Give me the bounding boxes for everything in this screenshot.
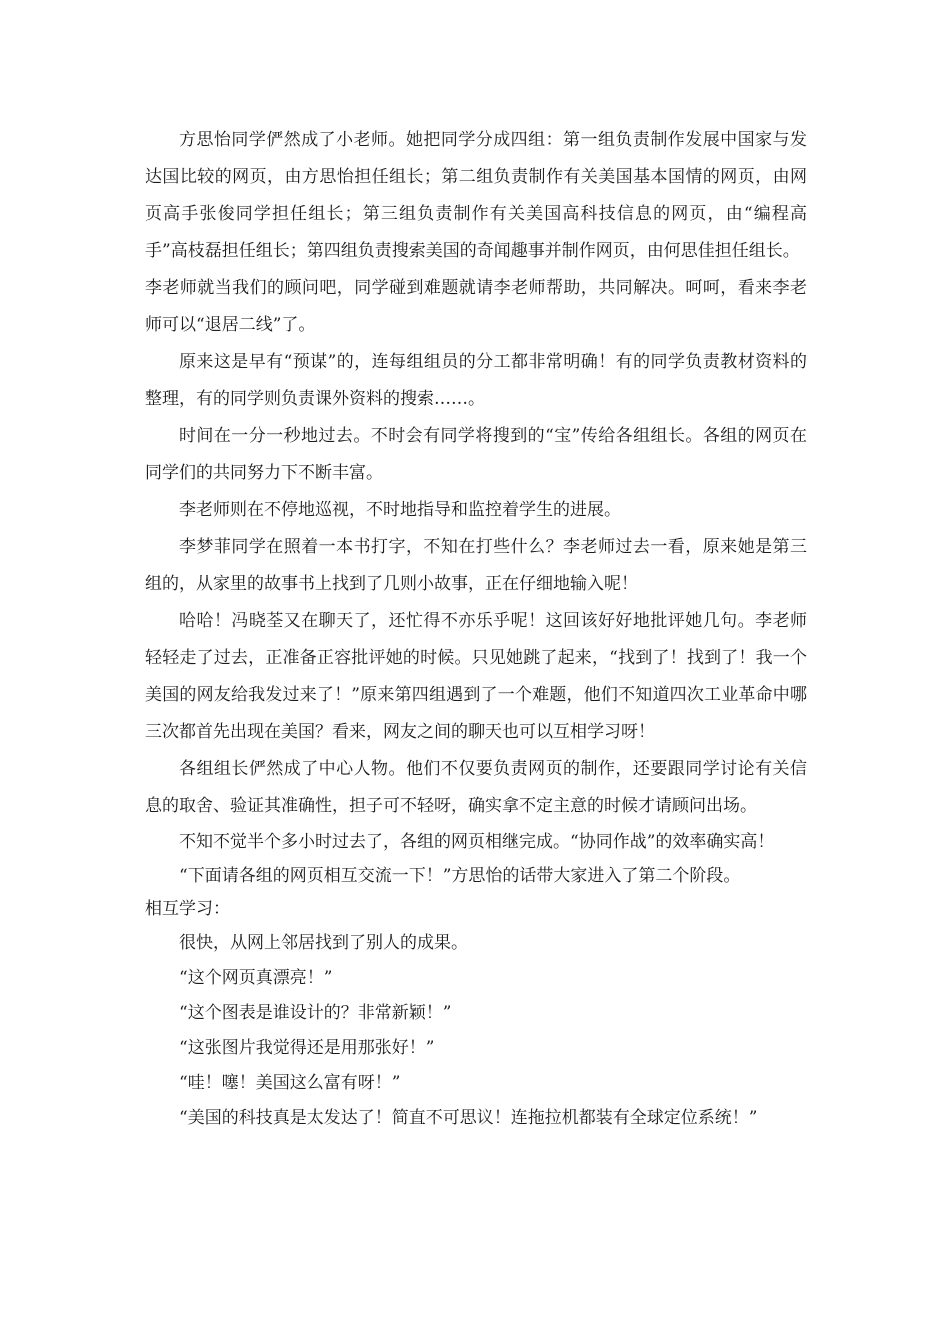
paragraph-grouping: 方思怡同学俨然成了小老师。她把同学分成四组：第一组负责制作发展中国家与发达国比较的网页，由方思怡担任组长；第二组负责制作有关美国基本国情的网页，由网页高手张俊同学担任组长；第三组负责制作有关美国高科技信息的网页，由“编程高手”高枝磊担任组长；第四组负责搜索美国的奇闻趣事并制作网页，由何思佳担任组长。 (145, 130, 807, 261)
quote-line: “这张图片我觉得还是用那张好！” (179, 1038, 435, 1058)
quote-line: “哇！噻！美国这么富有呀！” (179, 1073, 401, 1093)
paragraph-typing-student: 李梦菲同学在照着一本书打字，不知在打些什么？李老师过去一看，原来她是第三组的，从家里的故事书上找到了几则小故事，正在仔细地输入呢！ (145, 537, 807, 594)
paragraph-planning: 原来这是早有“预谋”的，连每组组员的分工都非常明确！有的同学负责教材资料的整理，有的同学则负责课外资料的搜索……。 (145, 352, 807, 409)
quote-line: “这个网页真漂亮！” (179, 968, 333, 988)
document-body (145, 122, 807, 1136)
paragraph-second-stage: “下面请各组的网页相互交流一下！”方思怡的话带大家进入了第二个阶段。 (179, 866, 741, 886)
paragraph-teacher-patrol: 李老师则在不停地巡视，不时地指导和监控着学生的进展。 (179, 500, 621, 520)
paragraph-group-leaders: 各组组长俨然成了中心人物。他们不仅要负责网页的制作，还要跟同学讨论有关信息的取舍、验证其准确性，担子可不轻呀，确实拿不定主意的时候才请顾问出场。 (145, 759, 807, 816)
quote-line: “这个图表是谁设计的？非常新颖！” (179, 1003, 452, 1023)
paragraph-completion: 不知不觉半个多小时过去了，各组的网页相继完成。“协同作战”的效率确实高！ (179, 832, 775, 852)
section-heading-mutual-learning: 相互学习： (145, 899, 230, 919)
paragraph-advisor: 李老师就当我们的顾问吧，同学碰到难题就请李老师帮助，共同解决。呵呵，看来李老师可以“退居二线”了。 (145, 278, 807, 335)
quote-line: “美国的科技真是太发达了！简直不可思议！连拖拉机都装有全球定位系统！” (179, 1108, 758, 1128)
paragraph-found-results: 很快，从网上邻居找到了别人的成果。 (179, 933, 468, 953)
paragraph-chatting-student: 哈哈！冯晓荃又在聊天了，还忙得不亦乐乎呢！这回该好好地批评她几句。李老师轻轻走了过去，正准备正容批评她的时候。只见她跳了起来，“找到了！找到了！我一个美国的网友给我发过来了！”原来第四组遇到了一个难题，他们不知道四次工业革命中哪三次都首先出现在美国？看来，网友之间的聊天也可以互相学习呀！ (145, 611, 807, 742)
paragraph-time-passing: 时间在一分一秒地过去。不时会有同学将搜到的“宝”传给各组组长。各组的网页在同学们的共同努力下不断丰富。 (145, 426, 807, 483)
